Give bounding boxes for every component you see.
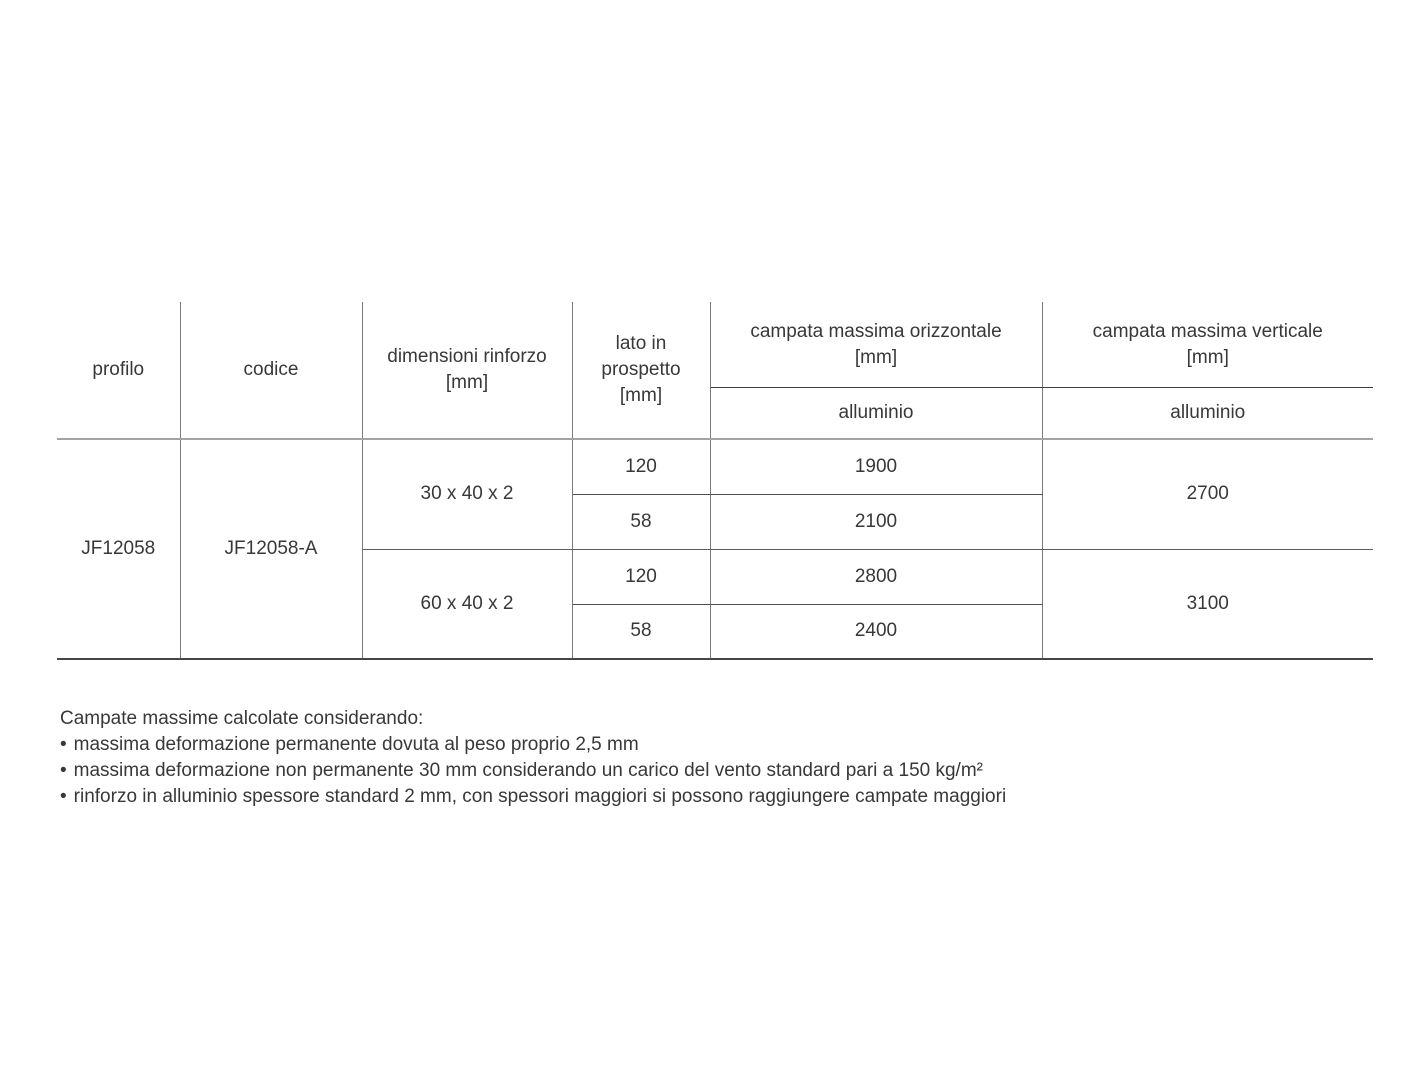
footnote-item (60, 758, 1260, 784)
cell-orizzontale-g2r1: 2800 (710, 549, 1042, 604)
footnote-text: rinforzo in alluminio spessore standard 2 mm, con spessori maggiori si possono raggiungere campate maggiori (73, 786, 1007, 807)
col-header-profilo-label: profilo (92, 359, 145, 380)
col-header-campata-orizzontale-label: campata massima orizzontale (750, 320, 1002, 342)
col-header-campata-verticale (1042, 302, 1373, 388)
footnotes-title: Campate massime calcolate considerando: (60, 708, 424, 729)
cell-codice: JF12058-A (180, 439, 362, 659)
cell-verticale-group2: 3100 (1042, 549, 1373, 659)
bullet-icon: • (60, 786, 67, 807)
col-header-dimensioni-label: dimensioni rinforzo (387, 346, 547, 367)
col-header-campata-verticale-unit: [mm] (1186, 346, 1229, 368)
cell-verticale-group1: 2700 (1042, 439, 1373, 549)
cell-orizzontale-g1r2: 2100 (710, 494, 1042, 549)
col-header-dimensioni-unit: [mm] (445, 372, 489, 393)
table-row (57, 439, 1373, 494)
cell-profilo: JF12058 (57, 439, 180, 659)
col-header-codice-label: codice (243, 359, 299, 380)
col-header-codice (180, 302, 362, 439)
col-header-campata-orizzontale (710, 302, 1042, 388)
cell-lato-g1r1: 120 (572, 439, 710, 494)
spec-table-container (57, 302, 1373, 660)
cell-orizzontale-g1r1: 1900 (710, 439, 1042, 494)
bullet-icon: • (60, 760, 67, 781)
col-header-campata-verticale-label: campata massima verticale (1092, 320, 1323, 342)
cell-lato-g2r2: 58 (572, 604, 710, 659)
col-header-lato-label: lato in prospetto (601, 333, 681, 380)
footnotes (60, 706, 1260, 810)
cell-dimensioni-group2: 60 x 40 x 2 (362, 549, 572, 659)
cell-dimensioni-group1: 30 x 40 x 2 (362, 439, 572, 549)
subheader-alluminio-verticale: alluminio (1042, 388, 1373, 440)
footnote-item (60, 732, 1260, 758)
subheader-alluminio-orizzontale: alluminio (710, 388, 1042, 440)
bullet-icon: • (60, 734, 67, 755)
footnote-text: massima deformazione permanente dovuta al peso proprio 2,5 mm (73, 734, 639, 755)
cell-lato-g1r2: 58 (572, 494, 710, 549)
col-header-campata-orizzontale-unit: [mm] (854, 346, 898, 368)
cell-orizzontale-g2r2: 2400 (710, 604, 1042, 659)
footnote-text: massima deformazione non permanente 30 mm considerando un carico del vento standard pari a 150 kg/m² (73, 760, 983, 781)
col-header-lato (572, 302, 710, 439)
cell-lato-g2r1: 120 (572, 549, 710, 604)
col-header-lato-unit: [mm] (619, 385, 663, 406)
spec-table (57, 302, 1373, 660)
footnote-item (60, 784, 1260, 810)
col-header-profilo (57, 302, 180, 439)
col-header-dimensioni (362, 302, 572, 439)
